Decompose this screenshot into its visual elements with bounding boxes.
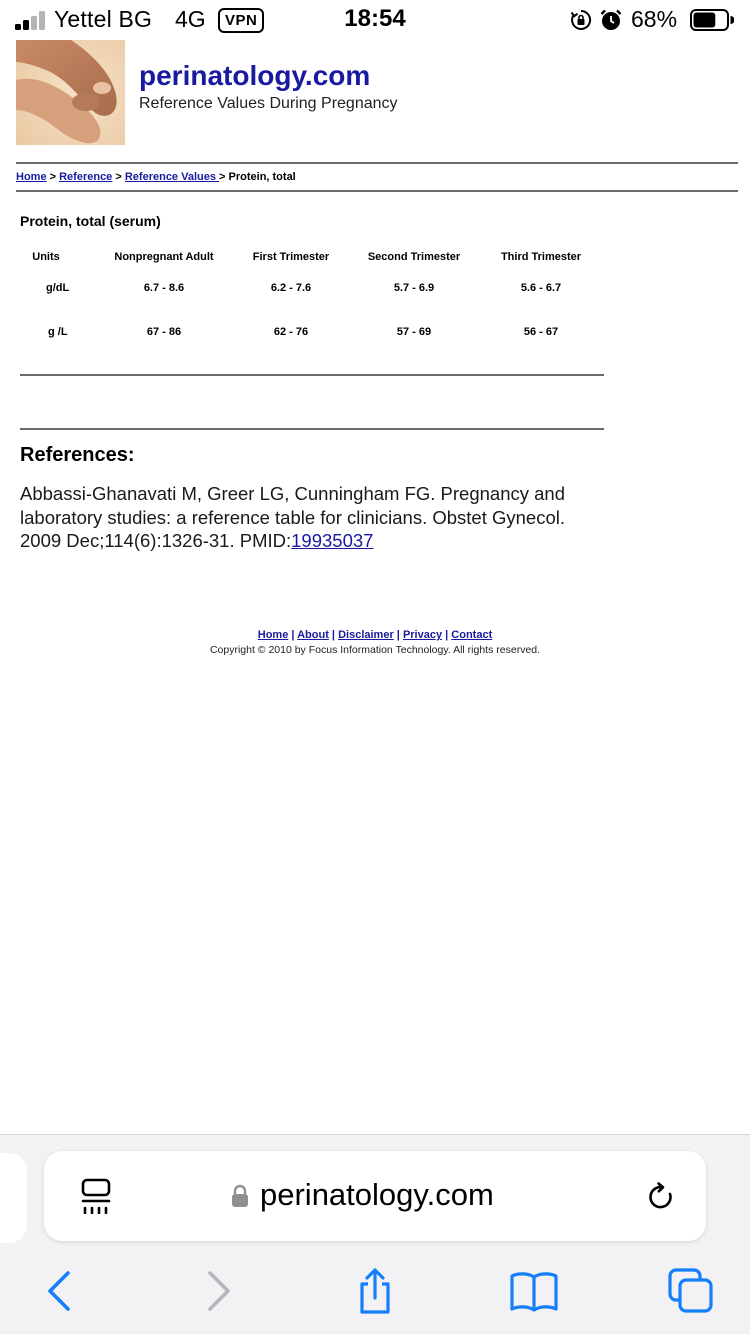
footer-separator: | [442,629,452,641]
footer-contact-link[interactable]: Contact [451,629,493,641]
page-heading: Protein, total (serum) [20,213,161,229]
table-header-third-trimester: Third Trimester [500,251,582,263]
reload-icon[interactable] [645,1181,677,1213]
pmid-link[interactable]: 19935037 [291,530,374,551]
status-bar [0,0,750,40]
references-divider [20,428,604,430]
share-icon[interactable] [353,1267,397,1315]
table-cell: 56 - 67 [523,326,559,338]
breadcrumb-home-link[interactable]: Home [16,171,47,183]
table-cell: 57 - 69 [396,326,432,338]
reference-citation [20,482,590,553]
table-header-units: Units [32,251,60,263]
address-bar[interactable] [44,1151,706,1241]
site-title[interactable]: perinatology.com [139,60,371,91]
alarm-icon [599,8,623,32]
breadcrumb-reference-values-link[interactable]: Reference Values [124,171,220,183]
carrier-name: Yettel BG [54,6,153,32]
vpn-badge: VPN [218,8,264,33]
footer-disclaimer-link[interactable]: Disclaimer [338,629,394,641]
breadcrumb-reference-link[interactable]: Reference [59,171,113,183]
status-time: 18:54 [344,5,406,32]
orientation-lock-icon [570,9,592,31]
footer-separator: | [328,629,339,641]
forward-arrow-icon[interactable] [196,1267,240,1315]
table-cell: 6.2 - 7.6 [270,282,312,294]
breadcrumb-current: Protein, total [228,171,296,183]
breadcrumb-separator: > [219,171,229,183]
table-cell: 5.7 - 6.9 [393,282,435,294]
footer-separator: | [288,629,298,641]
breadcrumb-divider [16,190,738,192]
table-cell-unit: g /L [48,326,68,338]
copyright-text: Copyright © 2010 by Focus Information Technology. All rights reserved. [209,644,541,656]
footer-separator: | [393,629,403,641]
previous-tab-preview[interactable] [0,1153,27,1243]
table-header-first-trimester: First Trimester [252,251,330,263]
table-cell: 5.6 - 6.7 [520,282,562,294]
references-heading: References: [20,444,135,466]
breadcrumb [16,171,296,183]
back-arrow-icon[interactable] [36,1267,80,1315]
logo-hands-photo [16,40,125,145]
table-cell-unit: g/dL [46,282,70,294]
url-text[interactable]: perinatology.com [260,1177,494,1212]
breadcrumb-separator: > [46,171,60,183]
footer-home-link[interactable]: Home [257,629,289,641]
footer-privacy-link[interactable]: Privacy [402,629,443,641]
table-cell: 6.7 - 8.6 [143,282,185,294]
table-cell: 67 - 86 [146,326,182,338]
network-type: 4G [175,6,206,32]
citation-text: Abbassi-Ghanavati M, Greer LG, Cunningham FG. Pregnancy and laboratory studies: a reference table for clinicians. Obstet Gynecol. 2009 Dec;114(6):1326-31. PMID: [20,483,565,551]
bookmarks-icon[interactable] [509,1267,559,1315]
battery-percent: 68% [631,6,678,32]
footer-about-link[interactable]: About [297,629,329,641]
breadcrumb-separator: > [112,171,125,183]
site-subtitle: Reference Values During Pregnancy [139,95,398,112]
reader-mode-icon[interactable] [81,1178,111,1214]
lock-icon [231,1184,249,1208]
footer-links [0,629,750,641]
safari-toolbar [0,1134,750,1334]
table-header-nonpregnant: Nonpregnant Adult [114,251,214,263]
table-header-second-trimester: Second Trimester [367,251,461,263]
tabs-icon[interactable] [667,1267,715,1315]
header-divider [16,162,738,164]
battery-icon [690,9,734,31]
table-cell: 62 - 76 [273,326,309,338]
table-divider [20,374,604,376]
